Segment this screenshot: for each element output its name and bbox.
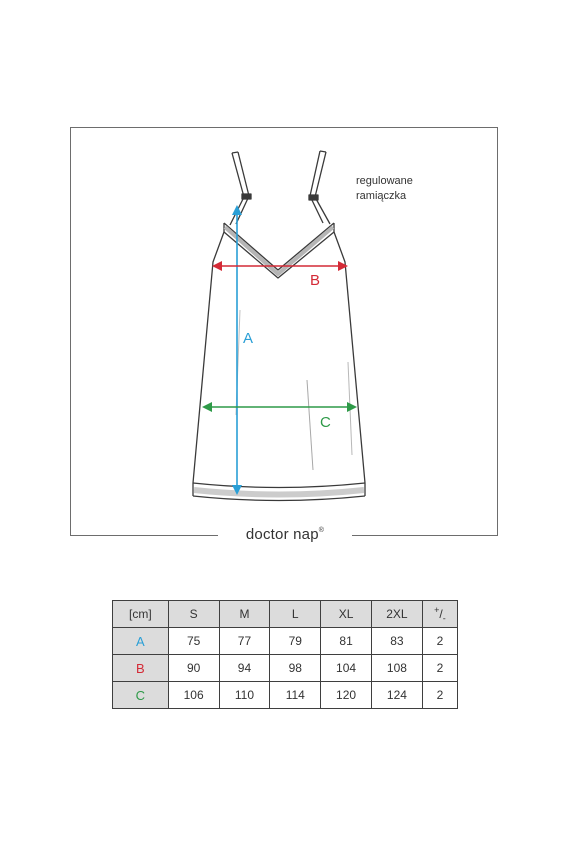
measure-c-label: C xyxy=(320,414,331,431)
left-strap-slider xyxy=(242,194,251,199)
cell-b-m: 94 xyxy=(219,655,270,682)
slash: / xyxy=(439,606,443,621)
cell-b-l: 98 xyxy=(270,655,321,682)
measure-b-label: B xyxy=(310,272,321,289)
table-row xyxy=(113,655,458,682)
plus-sign: + xyxy=(434,604,440,615)
neckline-fill xyxy=(225,227,333,274)
right-strap xyxy=(310,151,330,224)
cell-b-2xl: 108 xyxy=(371,655,422,682)
size-header-s: S xyxy=(168,601,219,628)
size-table-header-row xyxy=(113,601,458,628)
cell-c-xl: 120 xyxy=(321,682,372,709)
lace-neckline xyxy=(224,223,334,278)
brand-name: doctor nap xyxy=(245,526,319,543)
table-row xyxy=(113,682,458,709)
cell-b-s: 90 xyxy=(168,655,219,682)
row-label-a: A xyxy=(113,628,169,655)
cell-b-xl: 104 xyxy=(321,655,372,682)
table-row xyxy=(113,628,458,655)
size-header-l: L xyxy=(270,601,321,628)
cell-c-m: 110 xyxy=(219,682,270,709)
size-header-xl: XL xyxy=(321,601,372,628)
minus-sign: - xyxy=(442,613,446,624)
size-header-2xl: 2XL xyxy=(371,601,422,628)
cell-a-s: 75 xyxy=(168,628,219,655)
unit-header: [cm] xyxy=(113,601,169,628)
size-header-m: M xyxy=(219,601,270,628)
fabric-fold xyxy=(307,380,313,470)
cell-c-2xl: 124 xyxy=(371,682,422,709)
measure-b-arrow xyxy=(212,261,348,271)
cell-b-tolerance: 2 xyxy=(422,655,457,682)
cell-c-s: 106 xyxy=(168,682,219,709)
cell-a-xl: 81 xyxy=(321,628,372,655)
right-strap-slider xyxy=(309,195,318,200)
size-table xyxy=(112,600,458,709)
hem-fill xyxy=(194,490,364,495)
cell-a-tolerance: 2 xyxy=(422,628,457,655)
tolerance-header xyxy=(422,601,457,628)
measure-c-arrow xyxy=(202,402,357,412)
row-label-c: C xyxy=(113,682,169,709)
cell-c-tolerance: 2 xyxy=(422,682,457,709)
cell-a-l: 79 xyxy=(270,628,321,655)
cell-c-l: 114 xyxy=(270,682,321,709)
measure-a-arrow xyxy=(232,205,242,495)
registered-mark: ® xyxy=(318,527,325,534)
cell-a-2xl: 83 xyxy=(371,628,422,655)
measure-a-label: A xyxy=(243,330,254,347)
strap-note-line-1: regulowane xyxy=(356,175,413,187)
row-label-b: B xyxy=(113,655,169,682)
strap-note-line-2: ramiączka xyxy=(356,190,407,202)
cell-a-m: 77 xyxy=(219,628,270,655)
